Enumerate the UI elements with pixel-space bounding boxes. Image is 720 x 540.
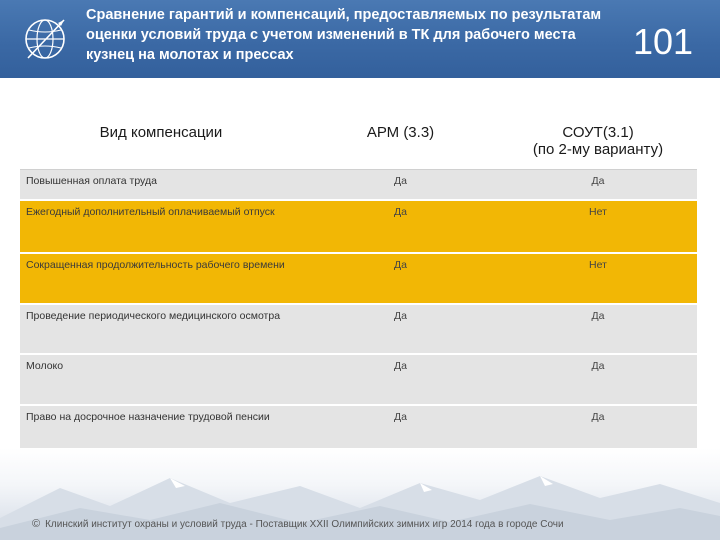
row-label: Повышенная оплата труда [20,170,302,200]
table-row [20,170,697,200]
table-row [20,304,697,354]
compensation-table [20,118,697,456]
arm-value: Да [302,253,499,304]
sout-value: Да [499,170,697,200]
page-title: Сравнение гарантий и компенсаций, предоставляемых по результатам оценки условий труда с учетом изменений в ТК для рабочего места кузнец на молотах и прессах [86,7,602,63]
row-label: Право на досрочное назначение трудовой пенсии [20,405,302,455]
arm-value: Да [302,200,499,253]
table-row [20,405,697,455]
footer [32,518,712,530]
row-label: Молоко [20,354,302,405]
copyright-icon: © [32,518,41,530]
sout-value: Нет [499,253,697,304]
header-bar [0,0,720,78]
table-row [20,354,697,405]
sout-value: Нет [499,200,697,253]
row-label: Ежегодный дополнительный оплачиваемый отпуск [20,200,302,253]
table-row [20,200,697,253]
table-header-row [20,118,697,170]
arm-value: Да [302,354,499,405]
arm-value: Да [302,170,499,200]
arm-value: Да [302,405,499,455]
column-header-compensation-type: Вид компенсации [20,118,302,170]
row-label: Сокращенная продолжительность рабочего времени [20,253,302,304]
arm-value: Да [302,304,499,354]
row-label: Проведение периодического медицинского осмотра [20,304,302,354]
slide-number: 101 [632,21,694,62]
column-header-sout: СОУТ(3.1) (по 2-му варианту) [499,118,697,170]
sout-value: Да [499,354,697,405]
table-row [20,253,697,304]
footer-text: Клинский институт охраны и условий труда - Поставщик XXII Олимпийских зимних игр 2014 года в городе Сочи [45,518,564,530]
globe-logo-icon [20,14,70,64]
sout-value: Да [499,304,697,354]
sout-value: Да [499,405,697,455]
column-header-arm: АРМ (3.3) [302,118,499,170]
